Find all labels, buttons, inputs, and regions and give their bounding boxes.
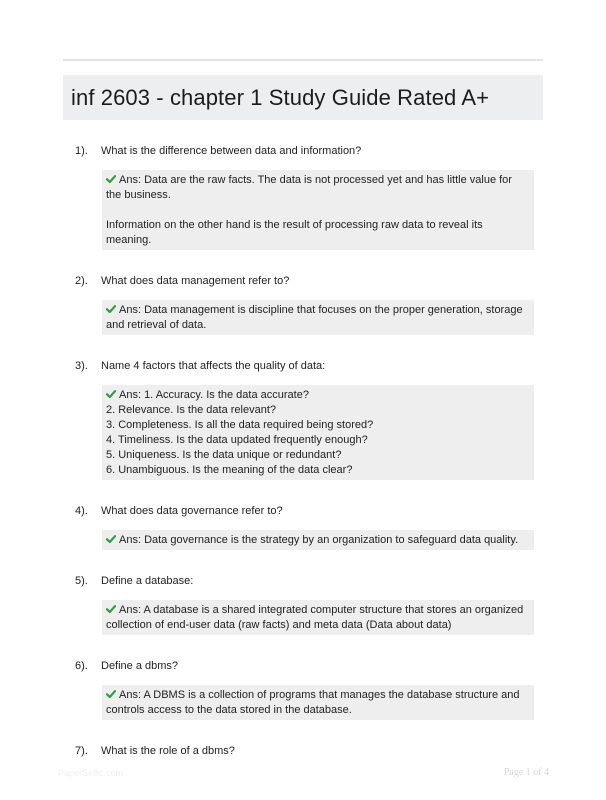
answer-line	[106, 463, 530, 478]
answer-text: 6. Unambiguous. Is the meaning of the data clear?	[106, 464, 353, 476]
page-title: inf 2603 - chapter 1 Study Guide Rated A+	[71, 84, 490, 110]
answer-line	[106, 433, 530, 448]
question-text: What does data governance refer to?	[101, 505, 283, 517]
question-text: What does data management refer to?	[101, 275, 290, 287]
answer-box	[102, 530, 534, 550]
question-text: What is the difference between data and information?	[101, 145, 362, 157]
answer-text: Ans: Data are the raw facts. The data is not processed yet and has little value for the business.	[106, 174, 516, 201]
answer-line	[106, 448, 530, 463]
answer-line	[106, 303, 530, 333]
qa-item	[75, 504, 545, 550]
qa-item	[75, 144, 545, 250]
answer-line	[106, 403, 530, 418]
qa-item	[75, 359, 545, 480]
answer-text: 2. Relevance. Is the data relevant?	[106, 404, 276, 416]
question-text: Name 4 factors that affects the quality of data:	[101, 360, 326, 372]
check-icon	[106, 174, 116, 184]
answer-text: Ans: Data management is discipline that focuses on the proper generation, storage and retrieval of data.	[106, 304, 526, 331]
question-text: Define a database:	[101, 575, 194, 587]
answer-box	[102, 600, 534, 635]
check-icon	[106, 389, 116, 399]
answer-box	[102, 300, 534, 335]
answer-text: Ans: A database is a shared integrated computer structure that stores an organized collection of end-user data (raw facts) and meta data (Data about data)	[106, 604, 527, 631]
answer-box	[102, 685, 534, 720]
qa-item	[75, 574, 545, 635]
qa-list	[75, 144, 545, 759]
question-number: 4).	[75, 505, 88, 517]
qa-item	[75, 744, 545, 759]
page-number: Page 1 of 4	[503, 767, 549, 778]
answer-line	[106, 533, 530, 548]
question-number: 1).	[75, 145, 88, 157]
answer-box	[102, 385, 534, 480]
question-number: 3).	[75, 360, 88, 372]
check-icon	[106, 604, 116, 614]
qa-item	[75, 274, 545, 335]
answer-line	[106, 688, 530, 718]
answer-line	[106, 218, 530, 248]
answer-line	[106, 173, 530, 203]
question-row	[75, 504, 545, 519]
check-icon	[106, 304, 116, 314]
question-row	[75, 274, 545, 289]
question-row	[75, 744, 545, 759]
check-icon	[106, 689, 116, 699]
answer-text: 4. Timeliness. Is the data updated frequently enough?	[106, 434, 368, 446]
question-text: Define a dbms?	[101, 660, 179, 672]
answer-box	[102, 170, 534, 250]
question-number: 6).	[75, 660, 88, 672]
title-bar	[63, 75, 543, 120]
answer-text: 3. Completeness. Is all the data required being stored?	[106, 419, 374, 431]
answer-text: Ans: 1. Accuracy. Is the data accurate?	[119, 389, 309, 401]
answer-text: Information on the other hand is the result of processing raw data to reveal its meaning.	[106, 219, 486, 246]
qa-item	[75, 659, 545, 720]
answer-line	[106, 203, 530, 218]
question-number: 2).	[75, 275, 88, 287]
question-row	[75, 574, 545, 589]
answer-line	[106, 603, 530, 633]
top-divider	[63, 59, 543, 61]
answer-text: Ans: Data governance is the strategy by an organization to safeguard data quality.	[119, 534, 519, 546]
question-number: 5).	[75, 575, 88, 587]
question-row	[75, 359, 545, 374]
check-icon	[106, 534, 116, 544]
question-number: 7).	[75, 745, 88, 757]
answer-line	[106, 418, 530, 433]
question-row	[75, 659, 545, 674]
footer-watermark: PaperSellic.com	[58, 768, 124, 778]
answer-text: Ans: A DBMS is a collection of programs that manages the database structure and controls access to the data stored in the database.	[106, 689, 523, 716]
answer-text: 5. Uniqueness. Is the data unique or redundant?	[106, 449, 342, 461]
answer-line	[106, 388, 530, 403]
question-text: What is the role of a dbms?	[101, 745, 235, 757]
question-row	[75, 144, 545, 159]
